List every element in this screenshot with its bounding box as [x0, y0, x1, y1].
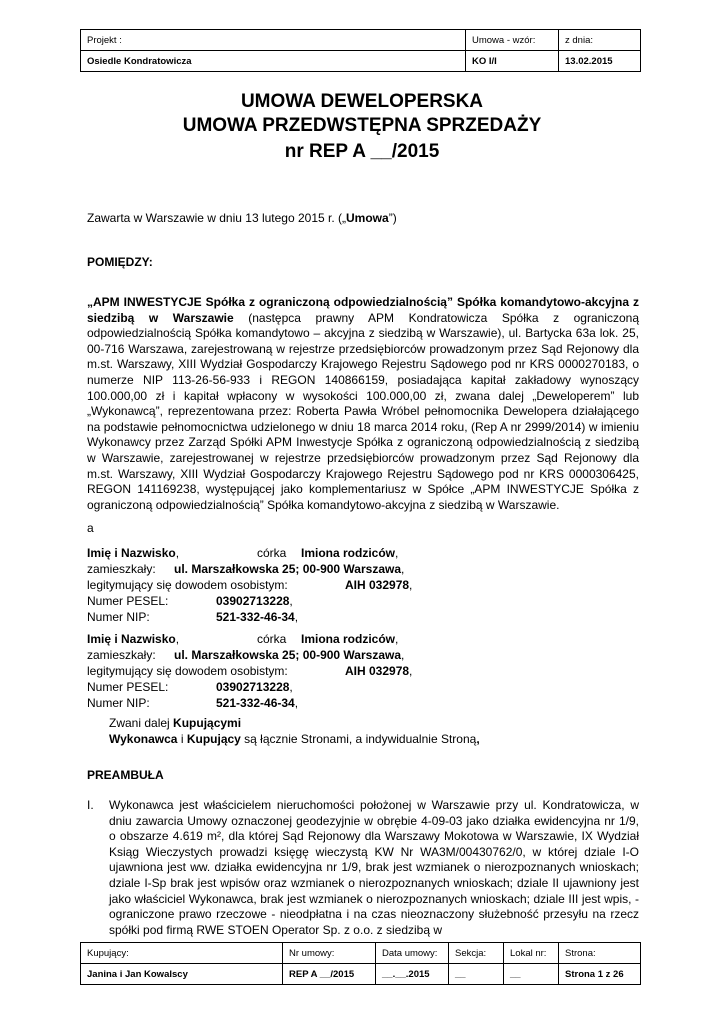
footer-contract-no-value: REP A __/2015	[283, 964, 376, 985]
footer-contract-date-label: Data umowy:	[376, 943, 449, 964]
project-value: Osiedle Kondratowicza	[81, 51, 466, 72]
footer-page-label: Strona:	[559, 943, 641, 964]
date-value: 13.02.2015	[559, 51, 641, 72]
footer-page-value: Strona 1 z 26	[559, 964, 641, 985]
footer-section-value: __	[449, 964, 504, 985]
developer-name: „APM INWESTYCJE Spółka z ograniczoną odpowiedzialnością” Spółka komandytowo-akcyjna z siedzibą w Warszawie	[87, 295, 639, 325]
footer-table	[80, 942, 641, 985]
contract-template-label: Umowa - wzór:	[466, 30, 559, 51]
between-label: POMIĘDZY:	[87, 255, 153, 269]
title-line-1: UMOWA DEWELOPERSKA	[240, 91, 484, 112]
footer-buyer-value: Janina i Jan Kowalscy	[81, 964, 283, 985]
preamble-item-number: I.	[87, 798, 94, 812]
intro-line: Zawarta w Warszawie w dniu 13 lutego 2015 r. („Umowa”)	[87, 211, 397, 225]
project-label: Projekt :	[81, 30, 466, 51]
preamble-item-text: Wykonawca jest właścicielem nieruchomości położonej w Warszawie przy ul. Kondratowicza, w dniu zawarcia Umowy oznaczonej geodezyjnie w obrębie 4-09-03 jako działka ewidencyjna nr 1/9, o obszarze 4.619 m², dla której Sąd Rejonowy dla Warszawy Mokotowa w Warszawie, IX Wydział Ksiąg Wieczystych prowadzi księgę wieczystą KW Nr WA3M/00430762/0, w której dziale I-O ujawniona jest ww. działka ewidencyjna nr 1/9, brak jest wzmianek o nierozpoznanych wnioskach; dziale I-Sp brak jest wpisów oraz wzmianek o nierozpoznanych wnioskach; dziale II ujawniony jest jako właściciel Wykonawca, brak jest wzmianek o nierozpoznanych wnioskach; dziale III jest wpis, - ograniczone prawo rzeczowe - nieodpłatna i na czas nieoznaczony służebność przesyłu na rzecz spółki pod firmą RWE STOEN Operator Sp. z o.o. z siedzibą w	[109, 798, 639, 937]
contract-template-value: KO I/I	[466, 51, 559, 72]
title-line-2: UMOWA PRZEDWSTĘPNA SPRZEDAŻY	[182, 115, 542, 136]
footer-contract-no-label: Nr umowy:	[283, 943, 376, 964]
footer-unit-label: Lokal nr:	[504, 943, 559, 964]
document-page: Projekt : Umowa - wzór: z dnia: Osiedle Kondratowicza KO I/I 13.02.2015 UMOWA DEWELOPERSKA UMOWA PRZEDWSTĘPNA SPRZEDAŻY nr REP A __/2015 Zawarta w Warszawie w dniu 13 lutego 2015 r. („Umowa”) POMIĘDZY: „APM INWESTYCJE Spółka z ograniczoną odpowiedzialnością” Spółka komandytowo-akcyjna z siedzibą w Warszawie (następca prawny APM Kondratowicza Spółka z ograniczoną odpowiedzialnością Spółka komandytowo – akcyjna z siedzibą w Warszawie), ul. Bartycka 63a lok. 25, 00-716 Warszawa, zarejestrowaną w rejestrze przedsiębiorców prowadzonym przez Sąd Rejonowy dla m.st. Warszawy, XIII Wydział Gospodarczy Krajowego Rejestru Sądowego pod nr KRS 0000270183, o numerze NIP 113-26-56-933 i REGON 140866159, posiadająca kapitał zakładowy wynoszący 100.000,00 zł i kapitał wpłacony w wysokości 100.000,00 zł, zwana dalej „Deweloperem” lub „Wykonawcą”, reprezentowana przez: Roberta Pawła Wróbel pełnomocnika Dewelopera działającego na podstawie pełnomocnictwa udzielonego w dniu 18 marca 2014 roku, (Rep A nr 2999/2014) w imieniu Wykonawcy przez Zarząd Spółki APM Inwestycje Spółka z ograniczoną odpowiedzialnością z siedzibą w Warszawie, zarejestrowanej w rejestrze przedsiębiorców prowadzonym przez Sąd Rejonowy dla m.st. Warszawy, XIII Wydział Gospodarczy Krajowego Rejestru Sądowego pod nr KRS 0000306425, REGON 141169238, występującej jako komplementariusz w Spółce „APM INWESTYCJE Spółka z ograniczoną odpowiedzialnością” Spółka komandytowo-akcyjna z siedzibą w Warszawie. a Imię i Nazwisko, córka Imiona rodziców, zamieszkały: ul. Marszałkowska 25; 00-900 Warszawa, legitymujący się dowodem osobistym: AIH 032978, Numer PESEL: 03902713228, Numer NIP: 521-332-46-34, Imię i Nazwisko, córka Imiona rodziców, zamieszkały: ul. Marszałkowska 25; 00-900 Warszawa, legitymujący się dowodem osobistym: AIH 032978, Numer PESEL: 03902713228, Numer NIP: 521-332-46-34, Zwani dalej Kupującymi Wykonawca i Kupujący są łącznie Stronami, a indywidualnie Stroną, PREAMBUŁA I. Wykonawca jest właścicielem nieruchomości położonej w Warszawie przy ul. Kondratowicza, w dniu zawarcia Umowy oznaczonej geodezyjnie w obrębie 4-09-03 jako działka ewidencyjna nr 1/9, o obszarze 4.619 m², dla której Sąd Rejonowy dla Warszawy Mokotowa w Warszawie, IX Wydział Ksiąg Wieczystych prowadzi księgę wieczystą KW Nr WA3M/00430762/0, w której dziale I-O ujawniona jest ww. działka ewidencyjna nr 1/9, brak jest wzmianek o nierozpoznanych wnioskach; dziale I-Sp brak jest wpisów oraz wzmianek o nierozpoznanych wnioskach; dziale II ujawniony jest jako właściciel Wykonawca, brak jest wzmianek o nierozpoznanych wnioskach; dziale III jest wpis, - ograniczone prawo rzeczowe - nieodpłatna i na czas nieoznaczony służebność przesyłu na rzecz spółki pod firmą RWE STOEN Operator Sp. z o.o. z siedzibą w Kupujący: Nr umowy: Data umowy: Sekcja: Lokal nr: Strona: Janina i Jan Kowalscy REP A __/2015 __.__.2015 __ __ Strona 1 z 26	[0, 0, 724, 1024]
and-label: a	[87, 521, 94, 535]
header-table	[80, 29, 641, 72]
footer-unit-value: __	[504, 964, 559, 985]
called-buyers-line: Zwani dalej Kupującymi	[109, 716, 242, 730]
footer-contract-date-value: __.__.2015	[376, 964, 449, 985]
footer-section-label: Sekcja:	[449, 943, 504, 964]
title-line-3: nr REP A __/2015	[284, 141, 440, 162]
preamble-heading: PREAMBUŁA	[87, 768, 164, 782]
footer-buyer-label: Kupujący:	[81, 943, 283, 964]
parties-line: Wykonawca i Kupujący są łącznie Stronami, a indywidualnie Stroną,	[109, 732, 480, 746]
developer-paragraph	[87, 295, 639, 513]
date-label: z dnia:	[559, 30, 641, 51]
developer-body: (następca prawny APM Kondratowicza Spółka z ograniczoną odpowiedzialnością Spółka komandytowo – akcyjna z siedzibą w Warszawie), ul. Bartycka 63a lok. 25, 00-716 Warszawa, zarejestrowaną w rejestrze przedsiębiorców prowadzonym przez Sąd Rejonowy dla m.st. Warszawy, XIII Wydział Gospodarczy Krajowego Rejestru Sądowego pod nr KRS 0000270183, o numerze NIP 113-26-56-933 i REGON 140866159, posiadająca kapitał zakładowy wynoszący 100.000,00 zł i kapitał wpłacony w wysokości 100.000,00 zł, zwana dalej „Deweloperem” lub „Wykonawcą”, reprezentowana przez: Roberta Pawła Wróbel pełnomocnika Dewelopera działającego na podstawie pełnomocnictwa udzielonego w dniu 18 marca 2014 roku, (Rep A nr 2999/2014) w imieniu Wykonawcy przez Zarząd Spółki APM Inwestycje Spółka z ograniczoną odpowiedzialnością z siedzibą w Warszawie, zarejestrowanej w rejestrze przedsiębiorców prowadzonym przez Sąd Rejonowy dla m.st. Warszawy, XIII Wydział Gospodarczy Krajowego Rejestru Sądowego pod nr KRS 0000306425, REGON 141169238, występującej jako komplementariusz w Spółce „APM INWESTYCJE Spółka z ograniczoną odpowiedzialnością” Spółka komandytowo-akcyjna z siedzibą w Warszawie.	[87, 310, 639, 512]
